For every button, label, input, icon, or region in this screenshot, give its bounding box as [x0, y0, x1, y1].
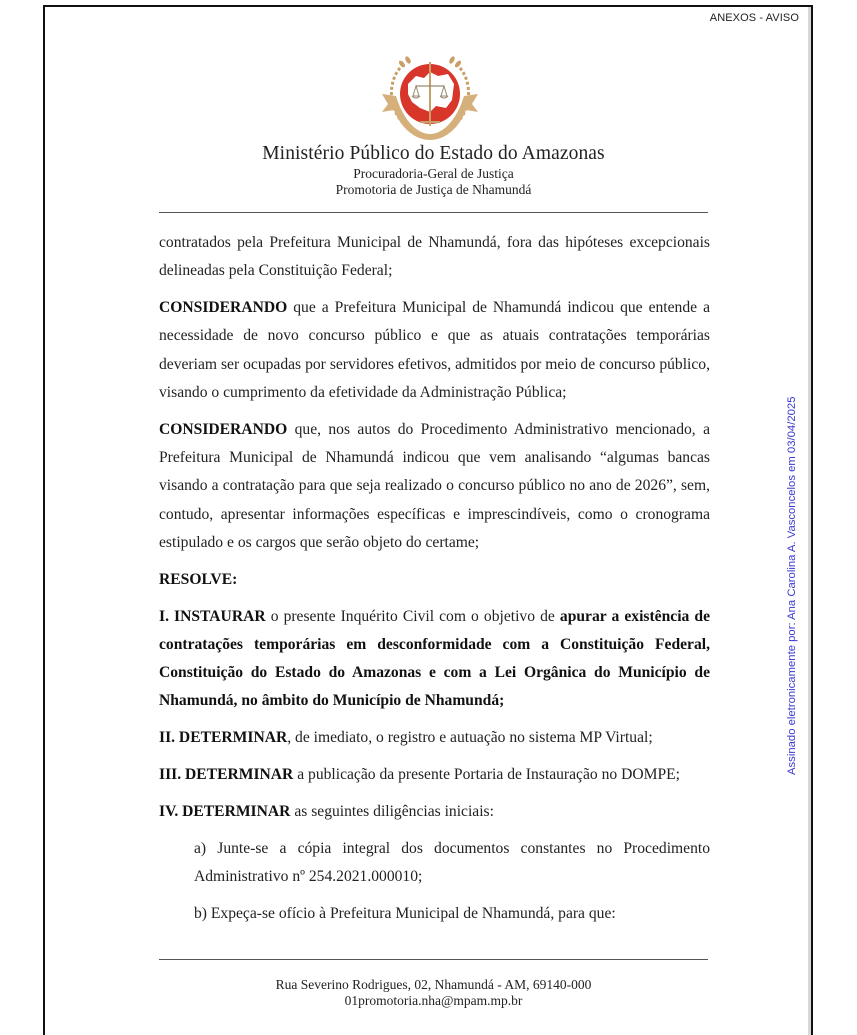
bold-text: CONSIDERANDO — [159, 299, 288, 317]
organization-title: Ministério Público do Estado do Amazonas — [262, 143, 605, 164]
paragraph — [159, 724, 710, 752]
text-run: as seguintes diligências iniciais: — [290, 802, 494, 820]
text-run: , de imediato, o registro e autuação no sistema MP Virtual; — [287, 729, 653, 747]
text-run: b) Expeça-se ofício à Prefeitura Municipal de Nhamundá, para que: — [194, 904, 616, 922]
bold-text: apurar a existência de contratações temporárias em desconformidade com a Constituição Federal, Constituição do Estado do Amazonas e com a Lei Orgânica do Município de Nhamundá, no âmbito do Município de Nhamundá; — [159, 607, 710, 710]
paragraph — [159, 416, 710, 557]
organization-subtitle-1: Procuradoria-Geral de Justiça — [353, 166, 514, 181]
bold-text: CONSIDERANDO — [159, 420, 288, 438]
bold-text: II. DETERMINAR — [159, 729, 288, 747]
document-footer — [159, 977, 708, 1009]
paragraph — [159, 566, 710, 594]
annex-tag: ANEXOS - AVISO — [709, 12, 799, 24]
organization-subtitle-2: Promotoria de Justiça de Nhamundá — [335, 182, 532, 197]
bold-text: RESOLVE: — [159, 570, 238, 588]
paragraph — [159, 761, 710, 789]
bold-text: III. DETERMINAR — [159, 766, 294, 784]
text-run: a) Junte-se a cópia integral dos documentos constantes no Procedimento Administrativo nº 254.2021.000010; — [194, 839, 710, 885]
document-body — [159, 229, 710, 937]
paragraph — [159, 294, 710, 407]
paragraph — [159, 229, 710, 286]
paragraph — [159, 835, 710, 892]
footer-address: Rua Severino Rodrigues, 02, Nhamundá - AM, 69140-000 — [275, 977, 592, 992]
mpam-coat-of-arms-icon — [378, 50, 482, 142]
text-run: a publicação da presente Portaria de Instauração no DOMPE; — [293, 766, 680, 784]
text-run: que a Prefeitura Municipal de Nhamundá indicou que entende a necessidade de novo concurso público e que as atuais contratações temporárias deveriam ser ocupadas por servidores efetivos, admitidos por meio de concurso público, visando o cumprimento da efetividade da Administração Pública; — [159, 299, 710, 401]
footer-email: 01promotoria.nha@mpam.mp.br — [344, 993, 523, 1008]
document-header — [159, 142, 708, 198]
paragraph — [159, 798, 710, 826]
header-divider — [159, 212, 708, 213]
bold-text: IV. DETERMINAR — [159, 802, 291, 820]
text-run: que, nos autos do Procedimento Administrativo mencionado, a Prefeitura Municipal de Nhamundá indicou que vem analisando “algumas bancas visando a contratação para que seja realizado o concurso público no ano de 2026”, sem, contudo, apresentar informações específicas e imprescindíveis, como o cronograma estipulado e os cargos que serão objeto do certame; — [159, 420, 710, 551]
footer-divider — [159, 959, 708, 960]
paragraph — [159, 603, 710, 716]
text-run: contratados pela Prefeitura Municipal de Nhamundá, fora das hipóteses excepcionais delineadas pela Constituição Federal; — [159, 234, 710, 280]
paragraph — [159, 900, 710, 928]
electronic-signature-stamp: Assinado eletronicamente por: Ana Carolina A. Vasconcelos em 03/04/2025 — [786, 396, 798, 775]
text-run: o presente Inquérito Civil com o objetivo de — [265, 607, 560, 625]
bold-text: I. INSTAURAR — [159, 607, 266, 625]
